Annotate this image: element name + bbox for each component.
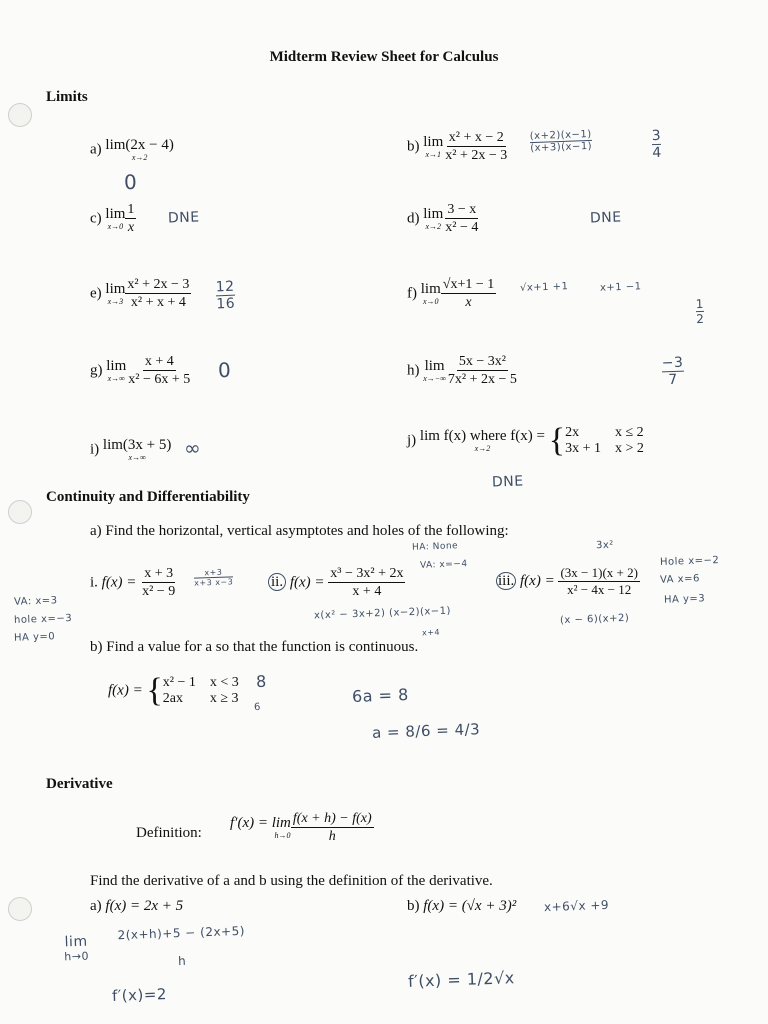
limit-d-sub: x→2: [425, 221, 442, 231]
continuity-iii-note-hole: Hole x=−2: [659, 554, 720, 569]
limit-d-num: 3 − x: [445, 202, 478, 219]
continuity-b-work-2: a = 8/6 = 4/3: [371, 720, 481, 742]
continuity-iii-label: iii.: [498, 573, 515, 590]
continuity-ii: [268, 566, 405, 600]
punch-hole-middle: [8, 500, 32, 524]
continuity-i-num: x + 3: [142, 566, 175, 583]
limit-e-answer-num: 12: [215, 278, 235, 296]
limit-j-brace: {: [548, 422, 566, 459]
continuity-iii-note-ha: HA y=3: [663, 593, 706, 606]
continuity-ii-den: x + 4: [352, 584, 382, 600]
continuity-ii-work-2: x+4: [421, 627, 441, 638]
section-limits: Limits: [46, 89, 88, 105]
limit-j-piece1-expr: 2x: [565, 425, 580, 440]
limit-i: [90, 438, 171, 462]
continuity-i: [90, 566, 177, 600]
limit-b-answer-num: 3: [651, 127, 662, 145]
derivative-definition-label: Definition:: [136, 825, 202, 841]
continuity-i-note-ha: HA y=0: [13, 631, 56, 644]
continuity-i-work-den: x+3 x−3: [194, 577, 234, 588]
limit-h-answer: [661, 355, 684, 389]
limit-b-work-den: (x+3)(x−1): [530, 140, 593, 155]
limit-b-answer: [651, 128, 662, 161]
continuity-b-piece1-cond: x < 3: [209, 675, 239, 690]
derivative-b-work: x+6√x +9: [543, 897, 610, 915]
limit-h-lim: lim: [424, 357, 445, 374]
limit-d-label: d): [407, 210, 420, 227]
limit-c-lim: lim: [105, 205, 126, 222]
derivative-definition-den: h: [328, 829, 336, 845]
limit-g-den: x² − 6x + 5: [128, 372, 191, 388]
derivative-a-work-fraction: [117, 924, 246, 970]
limit-i-sub: x→∞: [128, 453, 146, 462]
limit-e: [90, 277, 191, 311]
derivative-definition-sub: h→0: [274, 830, 291, 840]
punch-hole-bottom: [8, 897, 32, 921]
limit-a: [90, 138, 174, 162]
limit-j-piece2-expr: 3x + 1: [565, 441, 601, 456]
continuity-iii-den: x² − 4x − 12: [567, 582, 632, 598]
limit-b-work: [530, 129, 593, 154]
limit-g: [90, 354, 192, 388]
continuity-b-work-1: 6a = 8: [351, 685, 410, 706]
limit-a-answer: 0: [123, 169, 138, 195]
derivative-definition-lhs: f′(x) = lim: [230, 814, 291, 831]
limit-f-answer: [695, 297, 704, 326]
limit-j-expr: lim f(x) where f(x) =: [419, 428, 545, 444]
section-derivative: Derivative: [46, 776, 113, 792]
derivative-a-expr: f(x) = 2x + 5: [105, 898, 184, 914]
derivative-b-answer: f′(x) = 1/2√x: [407, 968, 516, 991]
continuity-b-brace: {: [146, 672, 163, 709]
limit-f-label: f): [407, 285, 417, 302]
limit-e-num: x² + 2x − 3: [125, 277, 191, 294]
derivative-a-work-den: h: [177, 953, 187, 969]
limit-f-work-1: √x+1 +1: [519, 281, 569, 294]
derivative-b-label: b): [407, 898, 420, 914]
derivative-b: [407, 899, 516, 914]
limit-f-work-2: x+1 −1: [599, 281, 642, 294]
limit-c-den: x: [127, 220, 135, 236]
continuity-b-piece2-cond: x ≥ 3: [209, 691, 239, 706]
limit-d-answer: DNE: [589, 209, 622, 227]
derivative-a: [90, 899, 183, 914]
limit-f-den: x: [465, 295, 472, 311]
continuity-i-work: [194, 567, 234, 587]
derivative-definition-num: f(x + h) − f(x): [291, 811, 374, 828]
continuity-ii-note-ha: HA: None: [411, 541, 459, 553]
limit-h-sub: x→−∞: [423, 373, 446, 383]
derivative-prompt: Find the derivative of a and b using the definition of the derivative.: [90, 873, 493, 889]
continuity-iii-lhs: f(x) =: [520, 573, 555, 590]
limit-c-num: 1: [125, 202, 136, 219]
continuity-ii-work: x(x² − 3x+2) (x−2)(x−1): [313, 605, 452, 622]
limit-h-num: 5x − 3x²: [457, 354, 508, 371]
limit-j-sub: x→2: [474, 444, 491, 453]
derivative-a-work-lim-text: lim: [64, 933, 88, 951]
limit-g-sub: x→∞: [107, 373, 125, 383]
derivative-a-answer: f′(x)=2: [111, 985, 168, 1005]
limit-g-label: g): [90, 362, 103, 379]
continuity-i-lhs: f(x) =: [101, 574, 137, 591]
limit-e-answer-den: 16: [216, 295, 236, 313]
limit-a-label: a): [90, 141, 102, 158]
limit-b-answer-den: 4: [652, 144, 662, 162]
continuity-b-piece2-expr: 2ax: [162, 691, 183, 706]
limit-i-label: i): [90, 441, 100, 458]
section-continuity: Continuity and Differentiability: [46, 489, 250, 505]
continuity-a-prompt: a) Find the horizontal, vertical asymptotes and holes of the following:: [90, 523, 509, 539]
limit-j-label: j): [407, 432, 417, 449]
limit-d-lim: lim: [423, 205, 444, 222]
limit-b: [407, 130, 509, 164]
limit-j-answer: DNE: [491, 473, 524, 491]
derivative-b-expr: f(x) = (√x + 3)²: [423, 898, 517, 914]
limit-f-answer-num: 1: [695, 296, 705, 312]
continuity-b-lhs: f(x) =: [108, 682, 143, 699]
limit-h-den: 7x² + 2x − 5: [447, 372, 517, 388]
continuity-ii-label: ii.: [268, 573, 286, 591]
derivative-definition: [230, 811, 374, 845]
continuity-iii-num: (3x − 1)(x + 2): [558, 566, 639, 582]
continuity-b-prompt: b) Find a value for a so that the function is continuous.: [90, 639, 419, 655]
limit-j: [407, 424, 644, 458]
derivative-a-work-lim: [64, 934, 90, 964]
continuity-b-piece1-expr: x² − 1: [162, 675, 196, 690]
limit-j-piece2-cond: x > 2: [614, 441, 644, 456]
limit-h: [407, 354, 519, 388]
continuity-i-work-num: x+3: [194, 567, 233, 578]
limit-c: [90, 202, 136, 236]
continuity-ii-lhs: f(x) =: [289, 574, 325, 591]
limit-e-lim: lim: [105, 280, 126, 297]
limit-d: [407, 202, 480, 236]
limit-e-answer: [215, 279, 235, 313]
limit-b-lim: lim: [423, 133, 444, 150]
continuity-iii: [496, 566, 640, 598]
continuity-ii-num: x³ − 3x² + 2x: [328, 566, 405, 583]
limit-e-label: e): [90, 285, 102, 302]
limit-f-answer-den: 2: [696, 311, 705, 327]
limit-b-sub: x→1: [425, 149, 442, 159]
limit-f: [407, 277, 496, 311]
punch-hole-top: [8, 103, 32, 127]
limit-a-expr: lim(2x − 4): [105, 137, 174, 153]
limit-b-den: x² + 2x − 3: [445, 148, 508, 164]
limit-a-sub: x→2: [131, 153, 148, 162]
page-title: Midterm Review Sheet for Calculus: [269, 49, 499, 65]
limit-h-answer-den: 7: [668, 371, 679, 389]
limit-e-sub: x→3: [107, 296, 124, 306]
derivative-a-label: a): [90, 898, 102, 914]
limit-f-lim: lim: [420, 280, 441, 297]
continuity-iii-note-top: 3x²: [595, 539, 614, 552]
limit-b-num: x² + x − 2: [447, 130, 506, 147]
limit-c-answer: DNE: [167, 209, 200, 227]
continuity-iii-work: (x − 6)(x+2): [559, 612, 630, 627]
continuity-b-note-1: 8: [255, 671, 268, 692]
derivative-a-work-num: 2(x+h)+5 − (2x+5): [117, 923, 246, 943]
continuity-i-label: i.: [90, 574, 98, 591]
continuity-ii-note-va: VA: x=−4: [419, 559, 468, 571]
limit-g-lim: lim: [106, 357, 127, 374]
continuity-iii-note-va: VA x=6: [659, 573, 701, 586]
limit-h-answer-num: −3: [661, 354, 684, 372]
limit-i-expr: lim(3x + 5): [102, 437, 172, 453]
limit-c-label: c): [90, 210, 102, 227]
continuity-b-function: [108, 674, 239, 708]
limit-f-num: √x+1 − 1: [441, 277, 496, 294]
limit-e-den: x² + x + 4: [130, 295, 186, 311]
continuity-b-note-2: 6: [253, 701, 262, 714]
limit-j-piece1-cond: x ≤ 2: [614, 425, 644, 440]
continuity-i-note-va: VA: x=3: [13, 595, 58, 608]
continuity-i-den: x² − 9: [142, 584, 176, 600]
limit-c-sub: x→0: [107, 221, 124, 231]
limit-g-num: x + 4: [143, 354, 176, 371]
limit-g-answer: 0: [217, 357, 232, 383]
limit-f-sub: x→0: [422, 296, 439, 306]
limit-b-work-num: (x+2)(x−1): [529, 128, 592, 143]
limit-h-label: h): [407, 362, 420, 379]
derivative-a-work-lim-sub: h→0: [64, 949, 90, 964]
limit-i-answer: ∞: [183, 435, 202, 461]
limit-d-den: x² − 4: [445, 220, 479, 236]
limit-b-label: b): [407, 138, 420, 155]
continuity-i-note-hole: hole x=−3: [13, 612, 73, 627]
